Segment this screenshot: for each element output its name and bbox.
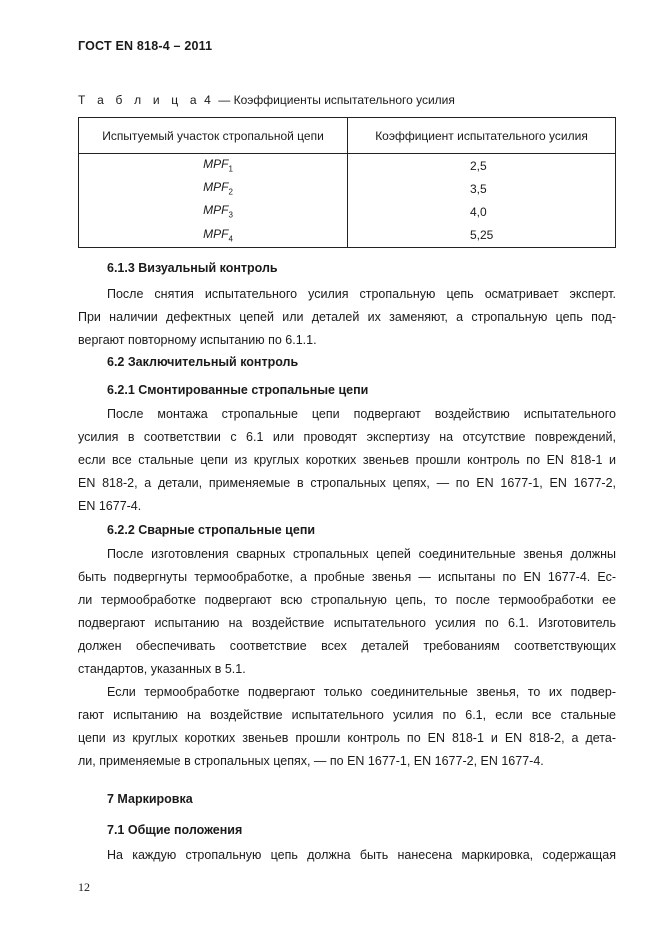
- text-line: Если термообработке подвергают только соединительные звенья, то их подвер-: [107, 685, 616, 699]
- table-cell-coefficient: 2,5: [348, 154, 616, 178]
- column-header-section: Испытуемый участок стропальной цепи: [79, 118, 348, 154]
- table-cell-section: [79, 154, 348, 178]
- text-line: должен обеспечивать соответствие всех деталей требованиям соответствующих: [78, 639, 616, 653]
- heading-6-2-2: 6.2.2 Сварные стропальные цепи: [107, 523, 316, 537]
- table-cell-coefficient: 3,5: [348, 177, 616, 200]
- text-line: гают испытанию на воздействие испытательного усилия по 6.1, если все стальные: [78, 708, 616, 722]
- mpf-subscript: 4: [228, 234, 233, 244]
- mpf-label: MPF: [203, 157, 229, 172]
- heading-6-2-1: 6.2.1 Смонтированные стропальные цепи: [107, 383, 369, 397]
- table-cell-coefficient: 4,0: [348, 200, 616, 223]
- mpf-label: MPF: [203, 226, 229, 241]
- text-line: При наличии дефектных цепей или деталей их заменяют, а стропальную цепь под-: [78, 310, 616, 324]
- table-row: [79, 223, 616, 248]
- text-line: EN 1677-4.: [78, 499, 142, 513]
- mpf-label: MPF: [203, 203, 229, 218]
- heading-6-2: 6.2 Заключительный контроль: [107, 355, 299, 369]
- table-cell-coefficient: 5,25: [348, 223, 616, 248]
- paragraph-6-2-2-b: [78, 681, 616, 773]
- table-cell-section: [79, 200, 348, 223]
- table-cell-section: [79, 223, 348, 248]
- document-header: ГОСТ EN 818-4 – 2011: [78, 39, 213, 53]
- table-caption: [78, 93, 455, 107]
- table-caption-prefix: Т а б л и ц а: [78, 93, 201, 107]
- text-line: цепи из круглых коротких звеньев прошли контроль по EN 818-1 и EN 818-2, а дета-: [78, 731, 616, 745]
- table-row: [79, 177, 616, 200]
- table-caption-number: 4: [204, 93, 215, 107]
- heading-6-1-3: 6.1.3 Визуальный контроль: [107, 261, 278, 275]
- mpf-subscript: 1: [228, 164, 233, 174]
- text-line: подвергают испытанию на воздействие испытательного усилия по 6.1. Изготовитель: [78, 616, 616, 630]
- heading-7-1: 7.1 Общие положения: [107, 823, 243, 837]
- column-header-coefficient: Коэффициент испытательного усилия: [348, 118, 616, 154]
- table-caption-text: — Коэффициенты испытательного усилия: [218, 93, 455, 107]
- text-line: ли термообработке подвергают всю стропальную цепь, то после термообработки ее: [78, 593, 616, 607]
- paragraph-6-2-1: [78, 403, 616, 518]
- text-line: После изготовления сварных стропальных цепей соединительные звенья должны: [107, 547, 616, 561]
- text-line: ли, применяемые в стропальных цепях, — по EN 1677-1, EN 1677-2, EN 1677-4.: [78, 754, 544, 768]
- text-line: На каждую стропальную цепь должна быть нанесена маркировка, содержащая: [107, 848, 616, 862]
- text-line: После монтажа стропальные цепи подвергают воздействию испытательного: [107, 407, 616, 421]
- text-line: вергают повторному испытанию по 6.1.1.: [78, 333, 317, 347]
- page-number: 12: [78, 880, 90, 894]
- mpf-label: MPF: [203, 180, 229, 195]
- paragraph-6-1-3: [78, 283, 616, 352]
- text-line: быть подвергнуты термообработке, а пробные звенья — испытаны по EN 1677-4. Ес-: [78, 570, 616, 584]
- coefficients-table: [78, 117, 616, 248]
- text-line: усилия в соответствии с 6.1 или проводят экспертизу на отсутствие повреждений,: [78, 430, 616, 444]
- heading-7: 7 Маркировка: [107, 792, 193, 806]
- text-line: EN 818-2, а детали, применяемые в стропальных цепях, — по EN 1677-1, EN 1677-2,: [78, 476, 616, 490]
- table-row: [79, 154, 616, 178]
- paragraph-7-1: [78, 844, 616, 867]
- text-line: После снятия испытательного усилия стропальную цепь осматривает эксперт.: [107, 287, 616, 301]
- table-row: [79, 200, 616, 223]
- text-line: стандартов, указанных в 5.1.: [78, 662, 246, 676]
- text-line: если все стальные цепи из круглых коротких звеньев прошли контроль по EN 818-1 и: [78, 453, 616, 467]
- mpf-subscript: 2: [228, 187, 233, 197]
- table-cell-section: [79, 177, 348, 200]
- mpf-subscript: 3: [228, 210, 233, 220]
- paragraph-6-2-2-a: [78, 543, 616, 681]
